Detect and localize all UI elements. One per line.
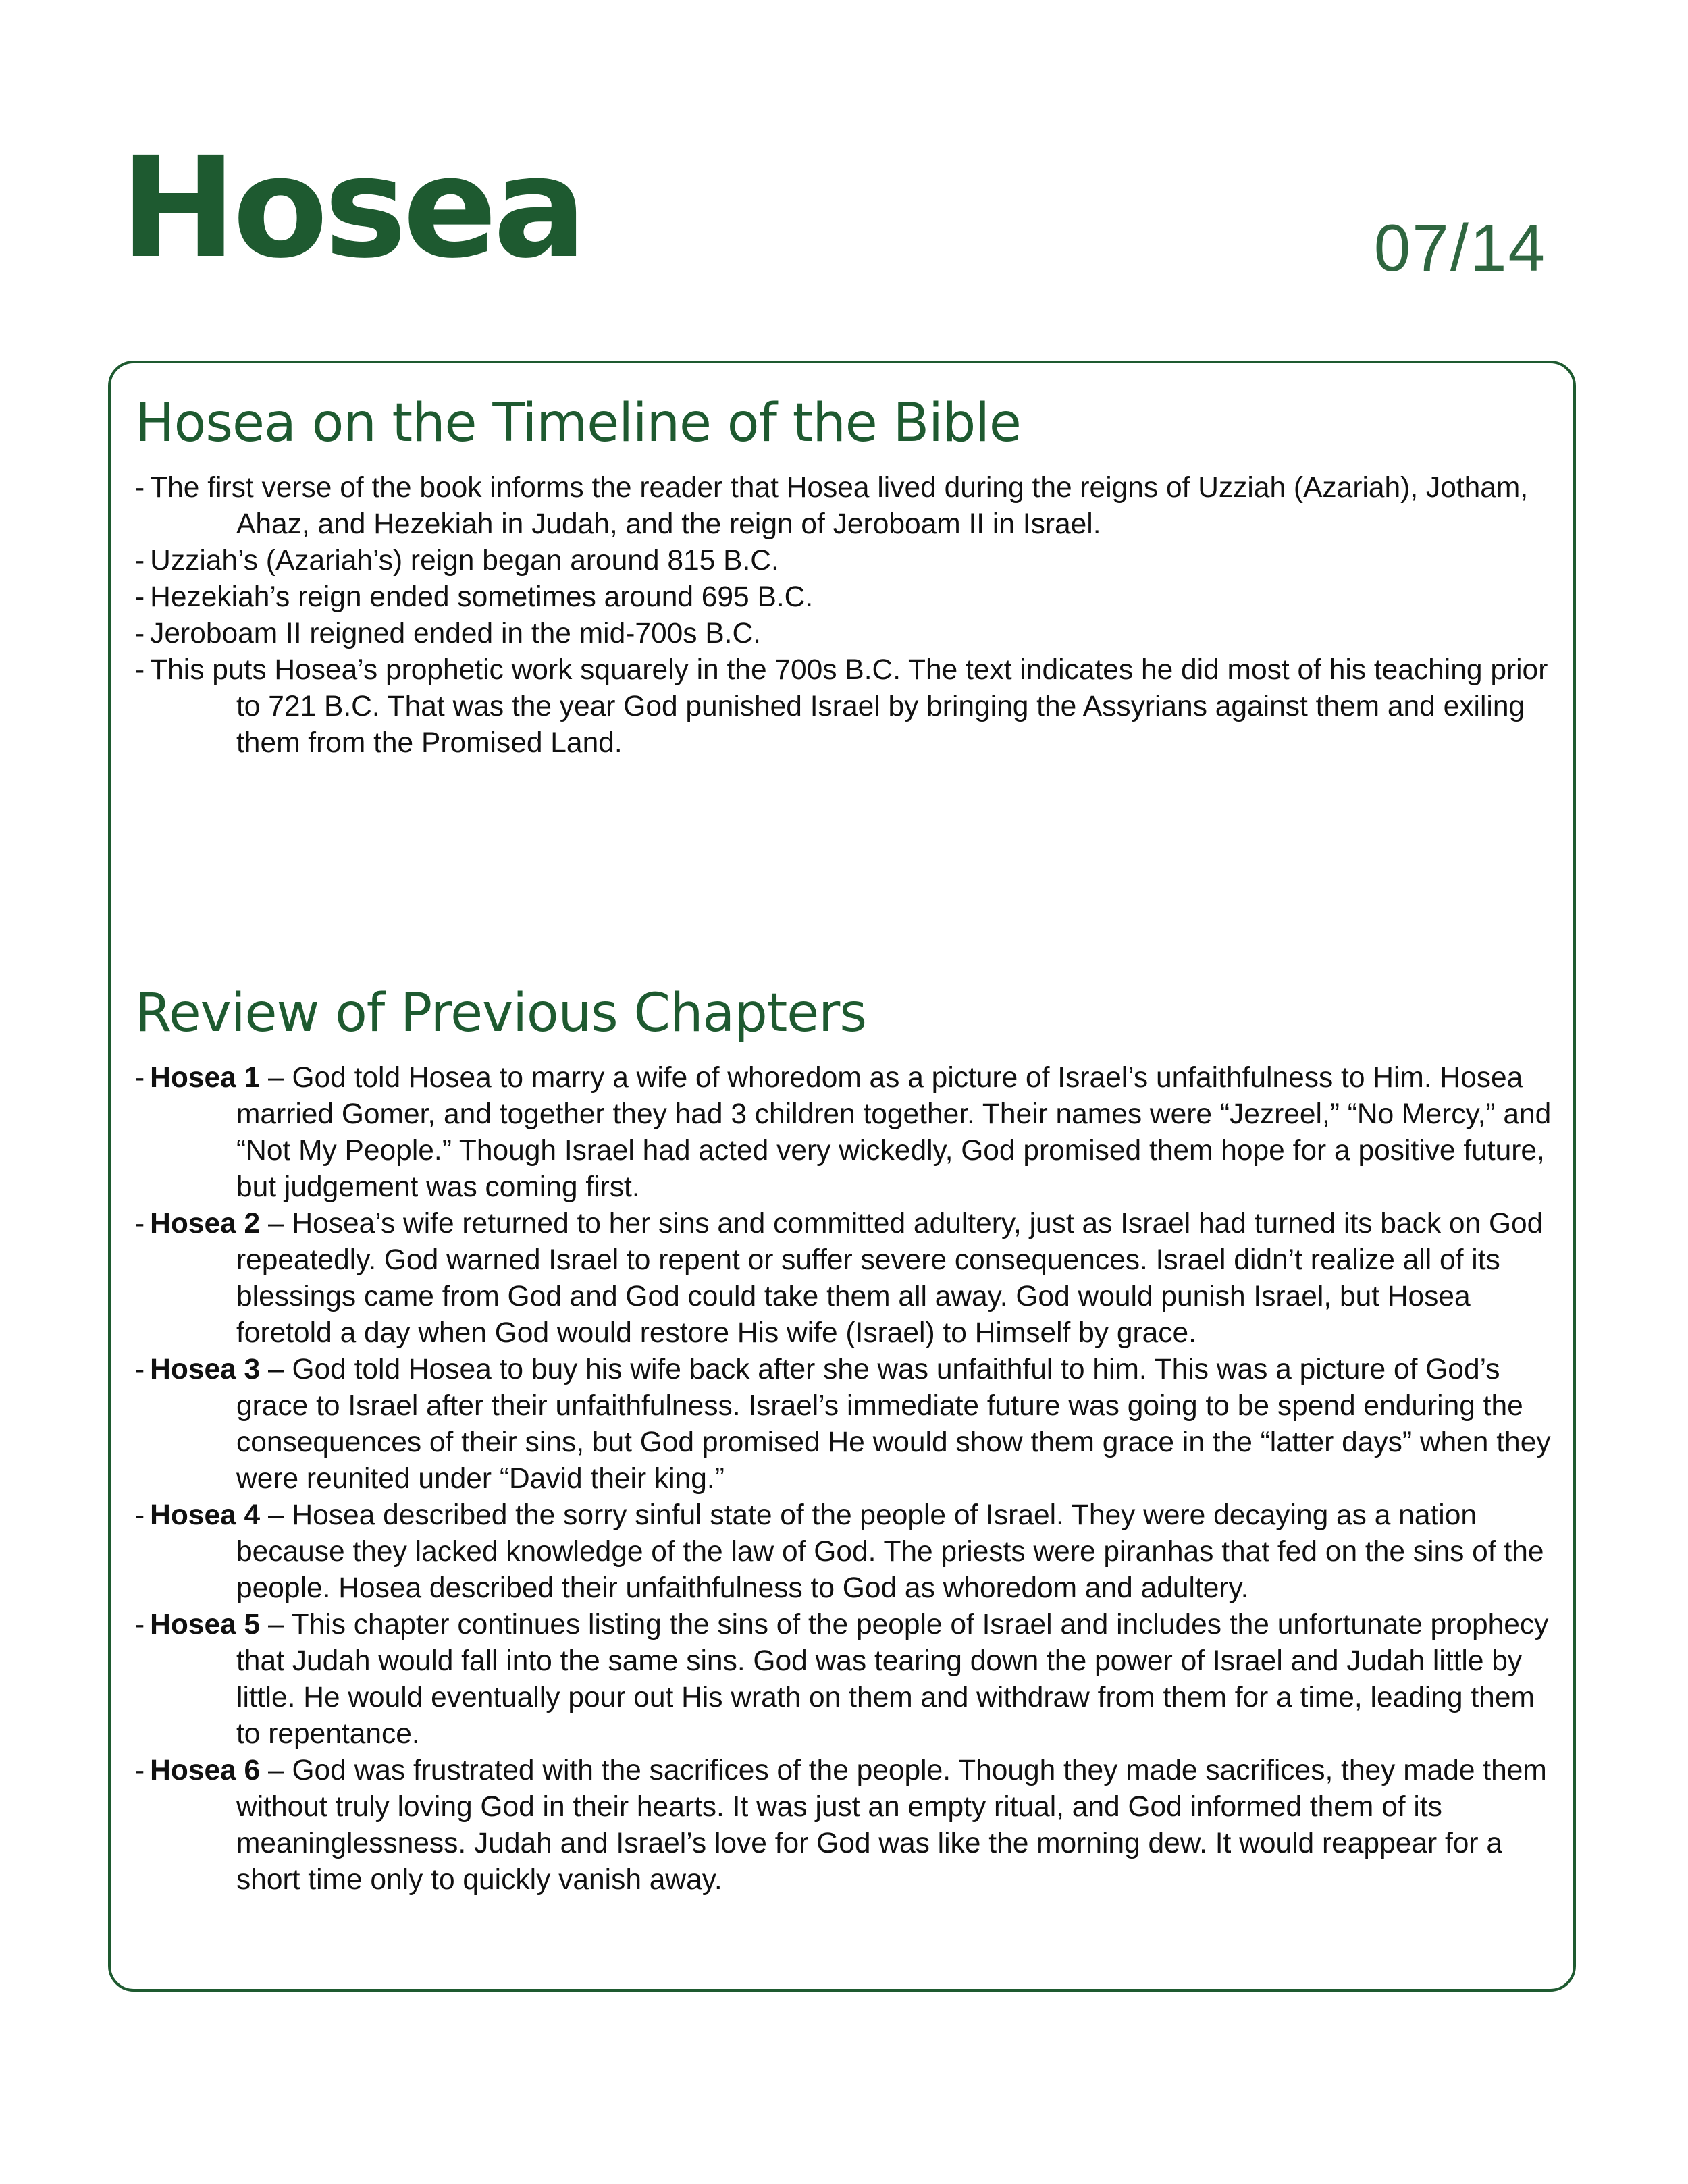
timeline-item: - This puts Hosea’s prophetic work squarely in the 700s B.C. The text indicates he did most of his teaching prior to 721 B.C. That was the year God punished Israel by bringing the Assyrians against them and exiling them from the Promised Land.	[135, 654, 1548, 759]
chapter-label: Hosea 3	[150, 1354, 261, 1385]
review-item: - Hosea 4 – Hosea described the sorry sinful state of the people of Israel. They were decaying as a nation because they lacked knowledge of the law of God. The priests were piranhas that fed on the sins of the people. Hosea described their unfaithfulness to God as whoredom and adultery.	[135, 1499, 1544, 1604]
chapter-label: Hosea 5	[150, 1609, 261, 1641]
timeline-item: - Hezekiah’s reign ended sometimes around 695 B.C.	[135, 581, 814, 613]
timeline-heading: Hosea on the Timeline of the Bible	[135, 393, 1021, 454]
timeline-item: - The first verse of the book informs the reader that Hosea lived during the reigns of Uzziah (Azariah), Jotham, Ahaz, and Hezekiah in Judah, and the reign of Jeroboam II in Israel.	[135, 472, 1529, 540]
review-item: - Hosea 1 – God told Hosea to marry a wife of whoredom as a picture of Israel’s unfaithfulness to Him. Hosea married Gomer, and together they had 3 children together. Their names were “Jezreel,” “No Mercy,” and “Not My People.” Though Israel had acted very wickedly, God promised them hope for a positive future, but judgement was coming first.	[135, 1062, 1552, 1203]
timeline-item: - Jeroboam II reigned ended in the mid-700s B.C.	[135, 618, 761, 649]
chapter-label: Hosea 2	[150, 1208, 261, 1240]
timeline-list	[135, 470, 1560, 762]
timeline-item: - Uzziah’s (Azariah’s) reign began around 815 B.C.	[135, 545, 779, 577]
timeline-section	[135, 386, 1560, 762]
review-item: - Hosea 5 – This chapter continues listing the sins of the people of Israel and includes the unfortunate prophecy that Judah would fall into the same sins. God was tearing down the power of Israel and Judah little by little. He would eventually pour out His wrath on them and withdraw from them for a time, leading them to repentance.	[135, 1609, 1549, 1750]
chapter-summary: Hosea described the sorry sinful state of the people of Israel. They were decaying as a nation because they lacked knowledge of the law of God. The priests were piranhas that fed on the sins of the people. Hosea described their unfaithfulness to God as whoredom and adultery.	[236, 1499, 1544, 1604]
chapter-summary: Hosea’s wife returned to her sins and committed adultery, just as Israel had turned its back on God repeatedly. God warned Israel to repent or suffer severe consequences. Israel didn’t realize all of its blessings came from God and God could take them all away. God would punish Israel, but Hosea foretold a day when God would restore His wife (Israel) to Himself by grace.	[236, 1208, 1544, 1349]
chapter-label: Hosea 1	[150, 1062, 261, 1094]
review-section	[135, 976, 1560, 1898]
page-number: 07/14	[1373, 211, 1546, 285]
chapter-summary: God told Hosea to buy his wife back after she was unfaithful to him. This was a picture of God’s grace to Israel after their unfaithfulness. Israel’s immediate future was going to be spend enduring the consequences of their sins, but God promised He would show them grace in the “latter days” when they were reunited under “David their king.”	[236, 1354, 1551, 1495]
review-item: - Hosea 2 – Hosea’s wife returned to her sins and committed adultery, just as Israel had turned its back on God repeatedly. God warned Israel to repent or suffer severe consequences. Israel didn’t realize all of its blessings came from God and God could take them all away. God would punish Israel, but Hosea foretold a day when God would restore His wife (Israel) to Himself by grace.	[135, 1208, 1544, 1349]
review-heading: Review of Previous Chapters	[135, 983, 866, 1044]
timeline-item-text: This puts Hosea’s prophetic work squarely in the 700s B.C. The text indicates he did most of his teaching prior to 721 B.C. That was the year God punished Israel by bringing the Assyrians against them and exiling them from the Promised Land.	[150, 654, 1548, 759]
page-title: Hosea	[120, 127, 583, 289]
chapter-label: Hosea 6	[150, 1755, 261, 1786]
timeline-item-text: Hezekiah’s reign ended sometimes around 695 B.C.	[150, 581, 814, 613]
review-item: - Hosea 3 – God told Hosea to buy his wife back after she was unfaithful to him. This was a picture of God’s grace to Israel after their unfaithfulness. Israel’s immediate future was going to be spend enduring the consequences of their sins, but God promised He would show them grace in the “latter days” when they were reunited under “David their king.”	[135, 1354, 1551, 1495]
timeline-item-text: Uzziah’s (Azariah’s) reign began around 815 B.C.	[150, 545, 779, 577]
chapter-summary: God told Hosea to marry a wife of whoredom as a picture of Israel’s unfaithfulness to Him. Hosea married Gomer, and together they had 3 children together. Their names were “Jezreel,” “No Mercy,” and “Not My People.” Though Israel had acted very wickedly, God promised them hope for a positive future, but judgement was coming first.	[236, 1062, 1552, 1203]
review-item: - Hosea 6 – God was frustrated with the sacrifices of the people. Though they made sacrifices, they made them without truly loving God in their hearts. It was just an empty ritual, and God informed them of its meaninglessness. Judah and Israel’s love for God was like the morning dew. It would reappear for a short time only to quickly vanish away.	[135, 1755, 1547, 1896]
review-list	[135, 1060, 1560, 1898]
chapter-summary: God was frustrated with the sacrifices of the people. Though they made sacrifices, they made them without truly loving God in their hearts. It was just an empty ritual, and God informed them of its meaninglessness. Judah and Israel’s love for God was like the morning dew. It would reappear for a short time only to quickly vanish away.	[236, 1755, 1547, 1896]
chapter-summary: This chapter continues listing the sins of the people of Israel and includes the unfortunate prophecy that Judah would fall into the same sins. God was tearing down the power of Israel and Judah little by little. He would eventually pour out His wrath on them and withdraw from them for a time, leading them to repentance.	[236, 1609, 1549, 1750]
timeline-item-text: Jeroboam II reigned ended in the mid-700s B.C.	[150, 618, 761, 649]
timeline-item-text: The first verse of the book informs the reader that Hosea lived during the reigns of Uzziah (Azariah), Jotham, Ahaz, and Hezekiah in Judah, and the reign of Jeroboam II in Israel.	[150, 472, 1529, 540]
chapter-label: Hosea 4	[150, 1499, 261, 1531]
